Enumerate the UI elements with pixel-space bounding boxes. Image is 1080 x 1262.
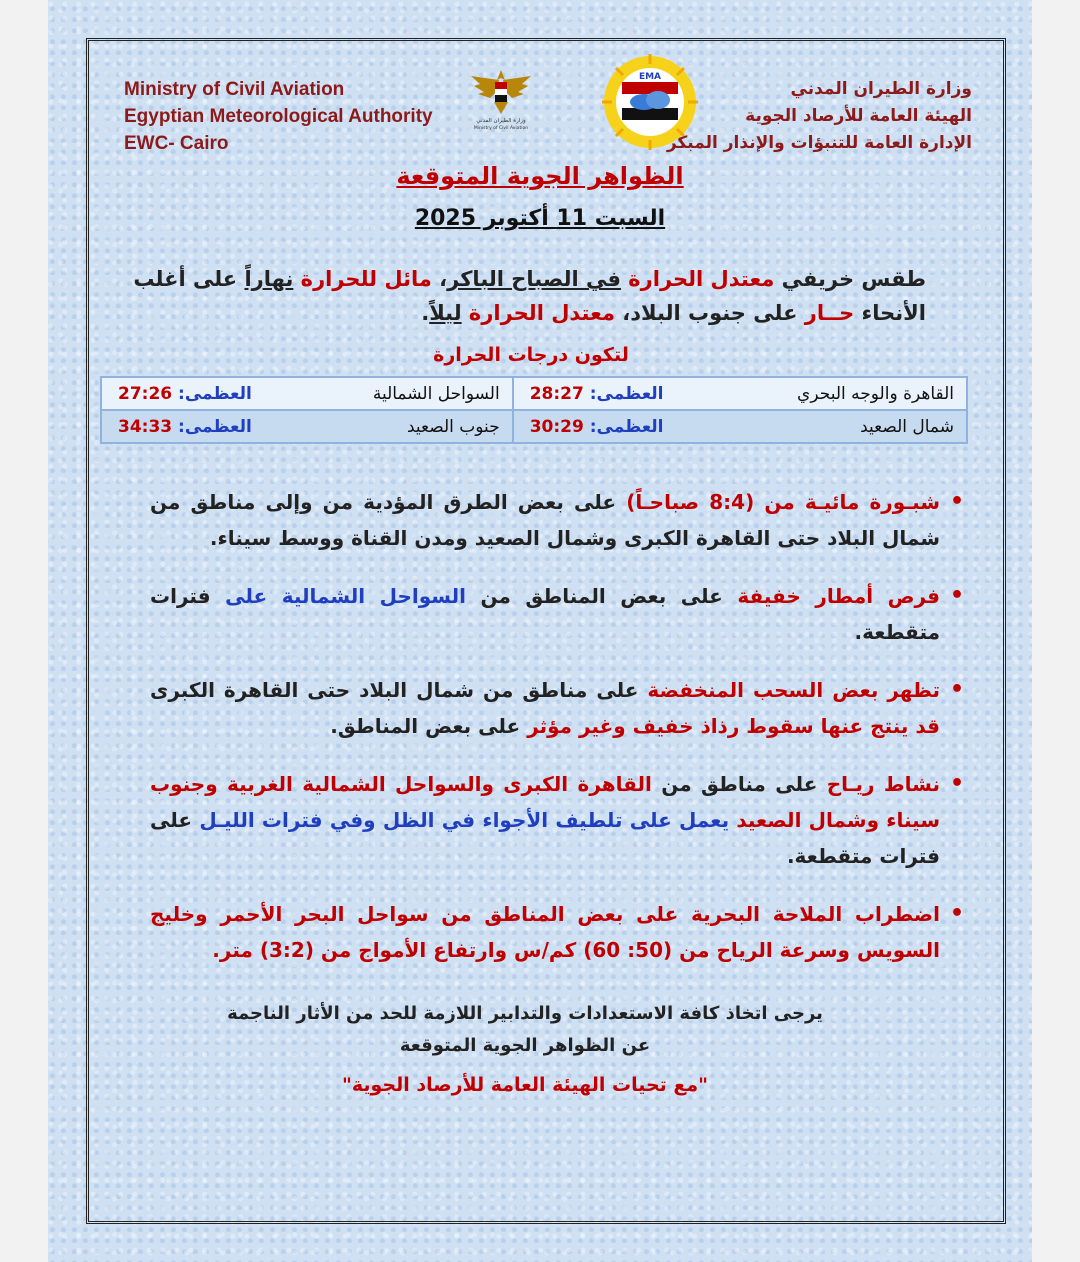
rain-highlight: فرص أمطار خفيفة <box>737 584 941 608</box>
table-row <box>101 377 967 410</box>
summary-text: طقس خريفي <box>774 267 926 291</box>
english-header-line: Ministry of Civil Aviation <box>124 79 345 100</box>
wind-effect: يعمل على تلطيف الأجواء في الظل وفي فترات الليـل <box>199 808 737 832</box>
summary-underlined: ليلاً <box>429 301 462 325</box>
region-cell <box>101 377 513 410</box>
rain-text-end: فترات متقطعة. <box>150 584 940 644</box>
max-temp <box>526 417 664 437</box>
region-cell <box>513 410 967 443</box>
ema-logo-text: EMA <box>638 72 662 82</box>
logo-caption-en: Ministry of Civil Aviation <box>473 126 529 131</box>
phenomena-list <box>150 484 962 990</box>
max-value: 27:26 <box>118 383 173 404</box>
arabic-header-line: الإدارة العامة للتنبؤات والإنذار المبكر <box>666 133 972 153</box>
max-label: العظمى: <box>178 383 252 404</box>
summary-text: ، <box>431 267 448 291</box>
summary-highlight: حــار <box>804 301 855 325</box>
summary-text: . <box>421 301 430 325</box>
closing-line: عن الظواهر الجوية المتوقعة <box>399 1035 651 1056</box>
rain-region: السواحل الشمالية على <box>225 584 467 608</box>
wind-text: على مناطق من <box>651 772 827 796</box>
list-item <box>150 672 962 744</box>
sea-details: وسرعة الرياح من (50: 60) كم/س وارتفاع الأمواج من (3:2) متر. <box>212 938 857 962</box>
max-value: 30:29 <box>529 416 584 437</box>
temperatures-table <box>100 376 968 444</box>
region-name: شمال الصعيد <box>860 416 954 437</box>
wind-text-end: على فترات متقطعة. <box>150 808 940 868</box>
summary-underlined: في الصباح الباكر <box>447 267 621 291</box>
regards-line: "مع تحيات الهيئة العامة للأرصاد الجوية" <box>341 1074 709 1096</box>
max-temp <box>114 417 252 437</box>
summary-text: على أغلب الأنحاء <box>133 267 926 325</box>
clouds-highlight: تظهر بعض السحب المنخفضة <box>647 678 940 702</box>
fog-text: على بعض الطرق المؤدية من وإلى مناطق من شمال البلاد حتى القاهرة الكبرى وشمال الصعيد ومدن القناة ووسط سيناء. <box>150 490 940 550</box>
summary-highlight: معتدل الحرارة <box>620 267 775 291</box>
summary-text: على جنوب البلاد، <box>614 301 805 325</box>
region-name: السواحل الشمالية <box>372 383 500 404</box>
region-name: جنوب الصعيد <box>406 416 500 437</box>
max-label: العظمى: <box>589 416 664 437</box>
max-temp <box>526 384 664 404</box>
max-label: العظمى: <box>589 383 664 404</box>
max-value: 34:33 <box>118 416 173 437</box>
summary-highlight: معتدل الحرارة <box>461 301 615 325</box>
summary-underlined: نهاراً <box>244 267 294 291</box>
arabic-header <box>667 76 972 157</box>
sea-highlight: اضطراب الملاحة البحرية على بعض المناطق من سواحل البحر الأحمر وخليج السويس <box>150 902 940 962</box>
list-item <box>150 896 962 968</box>
list-item <box>150 484 962 556</box>
document-title: الظواهر الجوية المتوقعة <box>396 162 684 190</box>
region-cell <box>101 410 513 443</box>
summary-highlight: مائل للحرارة <box>293 267 432 291</box>
english-header <box>124 76 433 157</box>
temperatures-heading: لتكون درجات الحرارة <box>433 344 629 366</box>
english-header-line: Egyptian Meteorological Authority <box>124 106 433 127</box>
max-label: العظمى: <box>178 416 252 437</box>
region-name: القاهرة والوجه البحري <box>797 383 954 404</box>
table-row <box>101 410 967 443</box>
max-temp <box>114 384 252 404</box>
list-item <box>150 578 962 650</box>
region-cell <box>513 377 967 410</box>
wind-highlight: نشاط ريـاح <box>826 772 941 796</box>
forecast-date: السبت 11 أكتوبر 2025 <box>414 206 666 231</box>
drizzle-highlight: قد ينتج عنها سقوط رذاذ خفيف وغير مؤثر <box>527 714 940 738</box>
rain-text: على بعض المناطق من <box>466 584 738 608</box>
fog-highlight: شبـورة مائيـة من (8:4 صباحـاً) <box>626 490 940 514</box>
english-header-line: EWC- Cairo <box>124 133 229 154</box>
logo-caption-ar: وزارة الطيران المدني <box>476 118 526 124</box>
max-value: 28:27 <box>529 383 584 404</box>
wind-regions: القاهرة الكبرى والسواحل الشمالية الغربية وجنوب سيناء وشمال الصعيد <box>150 772 941 832</box>
forecast-summary <box>96 262 926 330</box>
clouds-text-end: على بعض المناطق. <box>330 714 528 738</box>
clouds-text: على مناطق من شمال البلاد حتى القاهرة الكبرى <box>150 678 648 702</box>
arabic-header-line: الهيئة العامة للأرصاد الجوية <box>745 106 972 126</box>
list-item <box>150 766 962 874</box>
closing-line: يرجى اتخاذ كافة الاستعدادات والتدابير اللازمة للحد من الأثار الناجمة <box>227 1003 823 1024</box>
arabic-header-line: وزارة الطيران المدني <box>790 79 972 99</box>
closing-note <box>0 998 1050 1062</box>
ministry-eagle-logo <box>466 62 536 132</box>
